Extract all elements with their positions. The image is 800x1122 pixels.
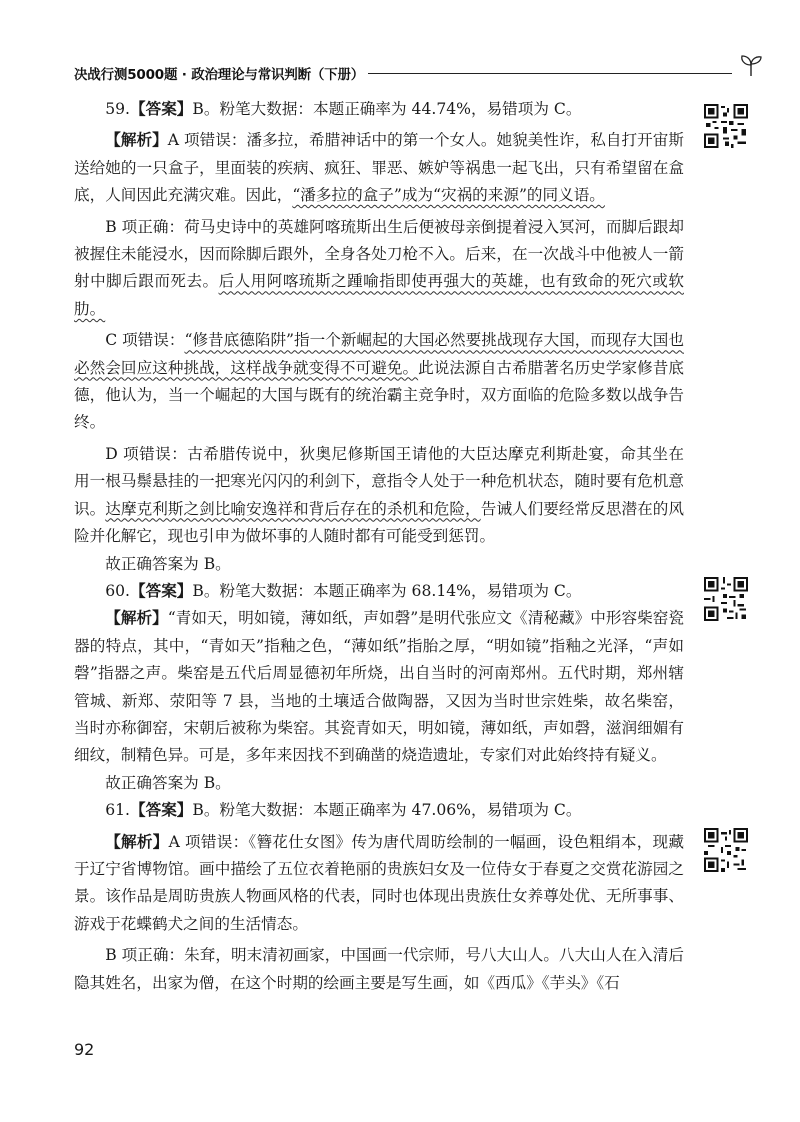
answer-text: B。粉笔大数据：本题正确率为 47.06%，易错项为 C。 <box>192 801 582 820</box>
conclusion-60: 故正确答案为 B。 <box>105 773 231 792</box>
key-point: “潘多拉的盒子”成为“灾祸的来源”的同义语。 <box>292 186 605 205</box>
analysis-59-a: 【解析】A 项错误：潘多拉，希腊神话中的第一个女人。她貌美性诈，私自打开宙斯送给她的一只盒子，里面装的疾病、疯狂、罪恶、嫉妒等祸患一起飞出，只有希望留在盒底，人间因此充满灾难。因此，“潘多拉的盒子”成为“灾祸的来源”的同义语。 <box>74 131 684 205</box>
question-number: 59. <box>105 100 130 118</box>
analysis-tag: 【解析】 <box>105 131 168 150</box>
key-point: 达摩克利斯之剑比喻安逸祥和背后存在的杀机和危险， <box>105 499 481 518</box>
analysis-61-a: 【解析】A 项错误：《簪花仕女图》传为唐代周昉绘制的一幅画，设色粗绢本，现藏于辽宁省博物馆。画中描绘了五位衣着艳丽的贵族妇女及一位侍女于春夏之交赏花游园之景。该作品是周昉贵族人物画风格的代表，同时也体现出贵族仕女养尊处优、无所事事、游戏于花蝶鹤犬之间的生活情态。 <box>74 832 684 933</box>
key-point: 后人用阿喀琉斯之踵喻指即使再强大的英雄，也有致命的死穴或软肋。 <box>74 272 684 318</box>
page-number: 92 <box>74 1040 95 1059</box>
answer-59 <box>74 96 684 123</box>
answer-tag: 【答案】 <box>130 100 193 118</box>
qr-code-icon[interactable] <box>704 104 748 148</box>
conclusion-59: 故正确答案为 B。 <box>105 554 231 573</box>
qr-code-icon[interactable] <box>704 577 748 621</box>
book-title: 决战行测5000题 · 政治理论与常识判断（下册） <box>74 67 365 83</box>
header-rule <box>368 73 732 74</box>
analysis-61-b: B 项正确：朱耷，明末清初画家，中国画一代宗师，号八大山人。八大山人在入清后隐其姓名，出家为僧，在这个时期的绘画主要是写生画，如《西瓜》《芋头》《石 <box>74 946 684 992</box>
qr-code-icon[interactable] <box>704 828 748 872</box>
sprout-icon <box>738 52 764 78</box>
question-number: 60. <box>105 581 130 600</box>
answer-60 <box>74 578 684 605</box>
analysis-tag: 【解析】 <box>105 609 168 628</box>
analysis-59-c: C 项错误：“修昔底德陷阱”指一个新崛起的大国必然要挑战现存大国，而现存大国也必然会回应这种挑战，这样战争就变得不可避免。此说法源自古希腊著名历史学家修昔底德，他认为，当一个崛起的大国与既有的统治霸主竞争时，双方面临的危险多数以战争告终。 <box>74 331 684 432</box>
answer-61 <box>74 797 684 824</box>
answer-tag: 【答案】 <box>130 581 193 600</box>
answer-text: B。粉笔大数据：本题正确率为 44.74%，易错项为 C。 <box>192 100 582 118</box>
analysis-60: 【解析】“青如天，明如镜，薄如纸，声如磬”是明代张应文《清秘藏》中形容柴窑瓷器的特点，其中，“青如天”指釉之色，“薄如纸”指胎之厚，“明如镜”指釉之光泽，“声如磬”指器之声。柴窑是五代后周显德初年所烧，出自当时的河南郑州。五代时期，郑州辖管城、新郑、荥阳等 7 县，当地的土壤适合做陶器，又因为当时世宗姓柴，故名柴窑，当时亦称御窑，宋朝后被称为柴窑。其瓷青如天，明如镜，薄如纸，声如磬，滋润细媚有细纹，制精色异。可是，多年来因找不到确凿的烧造遗址，专家们对此始终持有疑义。 <box>74 609 684 765</box>
analysis-tag: 【解析】 <box>105 832 169 851</box>
analysis-59-b: B 项正确：荷马史诗中的英雄阿喀琉斯出生后便被母亲倒提着浸入冥河，而脚后跟却被握住未能浸水，因而除脚后跟外，全身各处刀枪不入。后来，在一次战斗中他被人一箭射中脚后跟而死去。后人用阿喀琉斯之踵喻指即使再强大的英雄，也有致命的死穴或软肋。 <box>74 217 684 318</box>
answer-text: B。粉笔大数据：本题正确率为 68.14%，易错项为 C。 <box>192 581 582 600</box>
analysis-59-d: D 项错误：古希腊传说中，狄奥尼修斯国王请他的大臣达摩克利斯赴宴，命其坐在用一根马鬃悬挂的一把寒光闪闪的利剑下，意指令人处于一种危机状态，随时要有危机意识。达摩克利斯之剑比喻安逸祥和背后存在的杀机和危险，告诫人们要经常反思潜在的风险并化解它，现也引申为做坏事的人随时都有可能受到惩罚。 <box>74 444 684 546</box>
answer-tag: 【答案】 <box>130 801 193 820</box>
question-number: 61. <box>105 801 130 820</box>
key-point: “修昔底德陷阱”指一个新崛起的大国必然要挑战现存大国，而现存大国也必然会回应这种挑战，这样战争就变得不可避免。 <box>74 331 684 377</box>
running-header <box>74 62 764 84</box>
page-content <box>74 96 684 997</box>
